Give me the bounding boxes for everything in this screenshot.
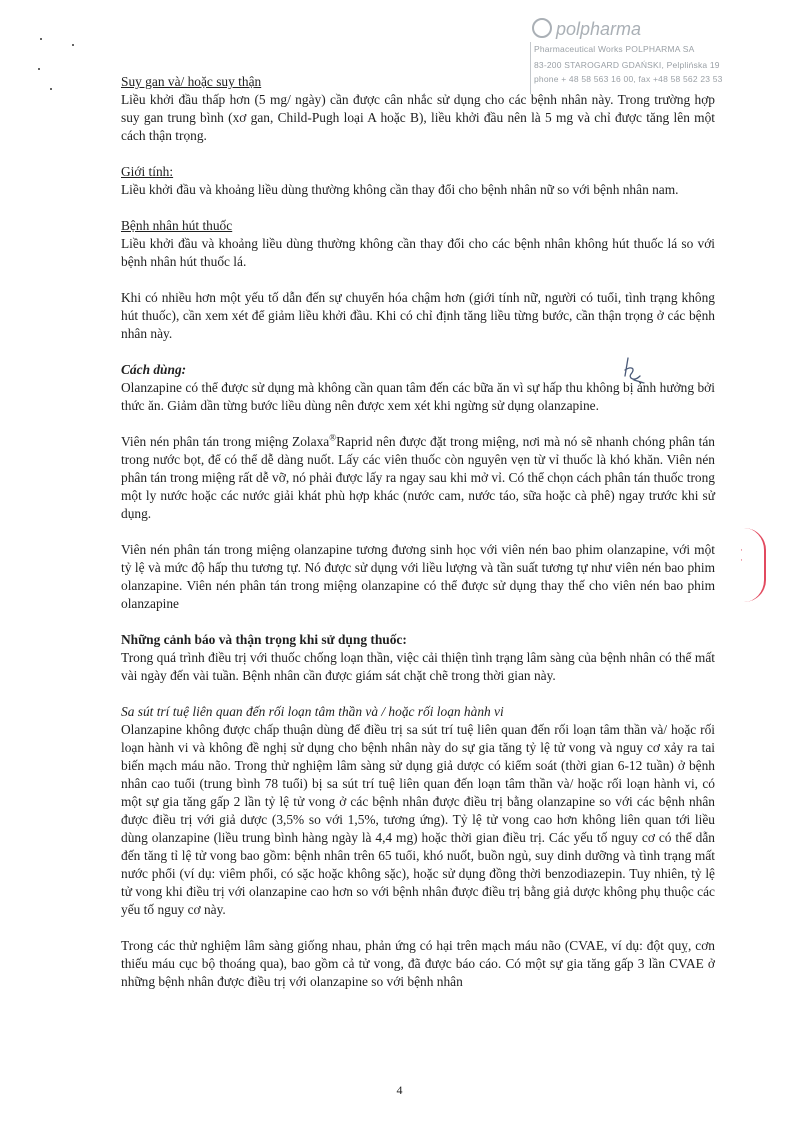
polpharma-logo-icon bbox=[532, 18, 552, 38]
stamp-line-2: 83-200 STAROGARD GDAŃSKI, Pelplińska 19 bbox=[534, 60, 720, 70]
heading-warnings: Những cảnh báo và thận trọng khi sử dụng thuốc: bbox=[121, 632, 407, 647]
paragraph-dementia: Olanzapine không được chấp thuận dùng để điều trị sa sút trí tuệ liên quan đến rối loạn tâm thần và/ hoặc rối loạn hành vi và không đề nghị sử dụng cho bệnh nhân này do sự gia tăng tỷ lệ tử vong và nguy cơ xảy ra tai biến mạch máu não. Trong thử nghiệm lâm sàng sử dụng giả dược có kiểm soát (thời gian 6-12 tuần) ở bệnh nhân cao tuổi (trung bình 78 tuổi) bị sa sút trí tuệ liên quan đến loạn tâm thần và/ hoặc rối loạn hành vi, có một sự gia tăng gấp 2 lần tỷ lệ tử vong ở các bệnh nhân được điều trị bằng olanzapine so với các bệnh nhân được điều trị với giả dược (3,5% so với 1,5%, tương ứng). Tỷ lệ tử vong cao hơn không liên quan tới liều dùng olanzapine (liều trung bình hàng ngày là 4,4 mg) hoặc thời gian điều trị. Các yếu tố nguy cơ có thể dẫn đến tăng tỉ lệ tử vong bao gồm: bệnh nhân trên 65 tuổi, khó nuốt, buồn ngủ, suy dinh dưỡng và tình trạng mất nước phổi (ví dụ: viêm phổi, có sặc hoặc không sặc), hoặc sử dụng đồng thời benzodiazepin. Tuy nhiên, tỷ lệ tử vong khi điều trị với olanzapine cao hơn so với bệnh nhân được điều trị bằng giả dược không phụ thuộc các yếu tố nguy cơ này. bbox=[121, 722, 715, 917]
section-bioequivalence bbox=[121, 541, 715, 613]
red-margin-mark bbox=[744, 528, 766, 602]
paragraph-slow-metabolism: Khi có nhiều hơn một yếu tố dẫn đến sự chuyển hóa chậm hơn (giới tính nữ, người có tuổi, tình trạng không hút thuốc), cần xem xét để giảm liều khởi đầu. Khi có chỉ định tăng liều từng bước, cần thận trọng ở các bệnh nhân này. bbox=[121, 290, 715, 341]
heading-hepatic-renal: Suy gan và/ hoặc suy thận bbox=[121, 74, 262, 89]
stamp-line-3: phone + 48 58 563 16 00, fax +48 58 562 23 53 bbox=[534, 74, 723, 84]
red-margin-dots: · · bbox=[740, 545, 743, 565]
polpharma-logo: polpharma bbox=[532, 18, 641, 40]
paragraph-orodispersible: Viên nén phân tán trong miệng Zolaxa®Raprid nên được đặt trong miệng, nơi mà nó sẽ nhanh chóng phân tán trong nước bọt, để có thể dễ dàng nuốt. Lấy các viên thuốc còn nguyên vẹn từ vỉ thuốc là khó khăn. Viên nén phân tán trong miệng rất dễ vỡ, nó phải được lấy ra ngay sau khi mở vỉ. Có thể chọn cách phân tán thuốc trong một ly nước hoặc các nước giải khát phù hợp khác (nước cam, nước táo, sữa hoặc cà phê) ngay trước khi sử dụng. bbox=[121, 432, 715, 521]
paragraph-bioequivalence: Viên nén phân tán trong miệng olanzapine tương đương sinh học với viên nén bao phim olanzapine, với một tỷ lệ và mức độ hấp thu tương tự. Nó được sử dụng với liều lượng và tần suất tương tự như viên nén bao phim olanzapine. Viên nén phân tán trong miệng olanzapine có thể được sử dụng thay thế cho viên nén bao phim olanzapine bbox=[121, 542, 715, 611]
page-number: 4 bbox=[396, 1083, 403, 1097]
section-administration bbox=[121, 361, 715, 415]
section-smokers bbox=[121, 217, 715, 271]
heading-gender: Giới tính: bbox=[121, 164, 174, 179]
heading-dementia: Sa sút trí tuệ liên quan đến rối loạn tâm thần và / hoặc rối loạn hành vi bbox=[121, 704, 504, 719]
document-body bbox=[121, 73, 715, 991]
paragraph-cvae: Trong các thử nghiệm lâm sàng giống nhau, phản ứng có hại trên mạch máu não (CVAE, ví dụ: đột quỵ, cơn thiếu máu cục bộ thoáng qua), bao gồm cả tử vong, đã được báo cáo. Có một sự gia tăng gấp 3 lần CVAE ở những bệnh nhân được điều trị với olanzapine so với bệnh nhân bbox=[121, 938, 715, 989]
section-warnings bbox=[121, 631, 715, 685]
heading-smokers: Bệnh nhân hút thuốc bbox=[121, 218, 233, 233]
paragraph-warnings: Trong quá trình điều trị với thuốc chống loạn thần, việc cải thiện tình trạng lâm sàng của bệnh nhân có thể mất vài ngày đến vài tuần. Bệnh nhân cần được giám sát chặt chẽ trong thời gian này. bbox=[121, 650, 715, 683]
registered-mark: ® bbox=[329, 432, 337, 443]
section-slow-metabolism bbox=[121, 289, 715, 343]
paragraph-gender: Liều khởi đầu và khoảng liều dùng thường không cần thay đổi cho bệnh nhân nữ so với bệnh nhân nam. bbox=[121, 182, 679, 197]
stamp-line-1: Pharmaceutical Works POLPHARMA SA bbox=[534, 44, 695, 54]
heading-administration: Cách dùng: bbox=[121, 362, 187, 377]
paragraph-administration: Olanzapine có thể được sử dụng mà không cần quan tâm đến các bữa ăn vì sự hấp thu không bị ảnh hưởng bởi thức ăn. Giảm dần từng bước liều dùng nên được xem xét khi ngừng sử dụng olanzapine. bbox=[121, 380, 715, 413]
paragraph-smokers: Liều khởi đầu và khoảng liều dùng thường không cần thay đổi cho các bệnh nhân không hút thuốc lá so với bệnh nhân hút thuốc lá. bbox=[121, 236, 715, 269]
section-gender bbox=[121, 163, 715, 199]
paragraph-hepatic-renal: Liều khởi đầu thấp hơn (5 mg/ ngày) cần được cân nhắc sử dụng cho các bệnh nhân này. Trong trường hợp suy gan trung bình (xơ gan, Child-Pugh loại A hoặc B), liều khởi đầu nên là 5 mg và chỉ được tăng lên một cách thận trọng. bbox=[121, 92, 715, 143]
section-orodispersible bbox=[121, 433, 715, 523]
section-dementia bbox=[121, 703, 715, 919]
section-hepatic-renal bbox=[121, 73, 715, 145]
section-cvae bbox=[121, 937, 715, 991]
